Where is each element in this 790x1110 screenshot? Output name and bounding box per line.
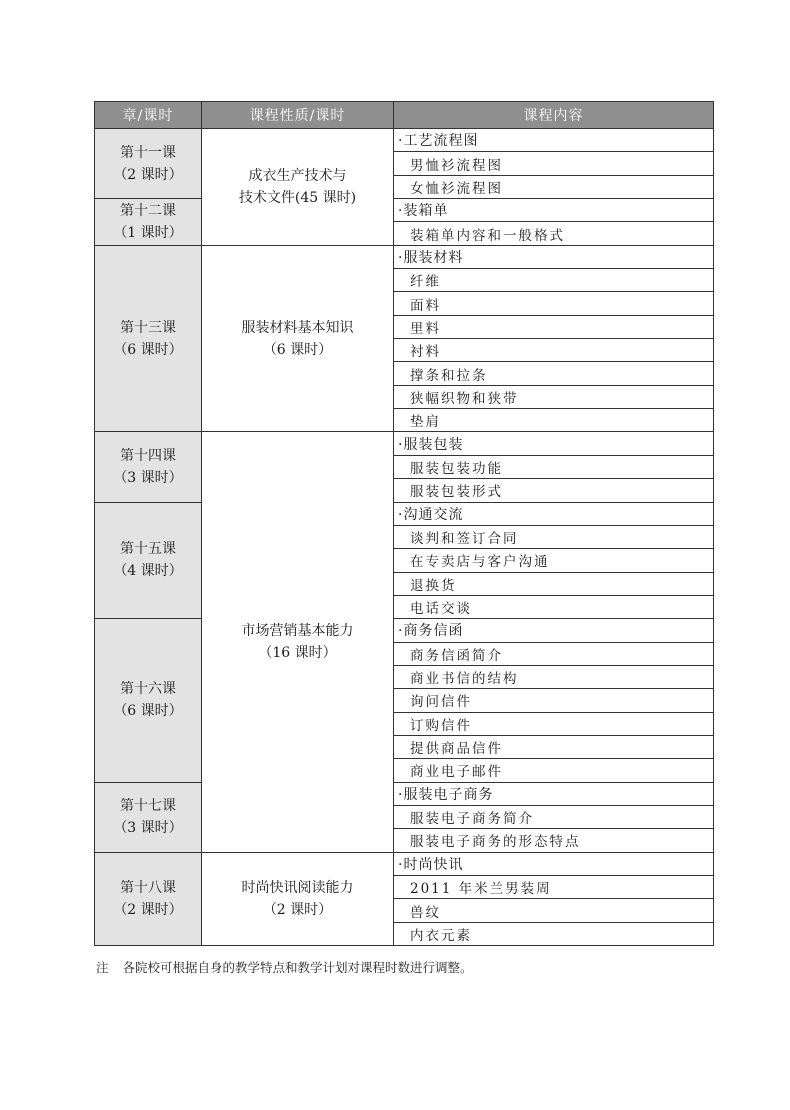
nature-hours: 技术文件(45 课时) xyxy=(238,189,357,206)
chapter-name: 第十七课 xyxy=(120,798,176,815)
content-item: 撑条和拉条 xyxy=(394,362,714,385)
content-item: 男恤衫流程图 xyxy=(394,152,714,175)
chapter-hours: （3 课时） xyxy=(113,820,183,837)
content-item: 谈判和签订合同 xyxy=(394,525,714,548)
table-row xyxy=(95,782,714,805)
content-item: 纤维 xyxy=(394,269,714,292)
table-header-row xyxy=(95,102,714,129)
content-item: 商业书信的结构 xyxy=(394,665,714,688)
content-item: 服装电子商务简介 xyxy=(394,805,714,828)
content-heading: ·商务信函 xyxy=(394,619,714,642)
content-item: 狭幅织物和狭带 xyxy=(394,385,714,408)
content-item: 询问信件 xyxy=(394,689,714,712)
chapter-cell-13 xyxy=(95,245,202,432)
content-heading: ·装箱单 xyxy=(394,199,714,222)
content-item: 内衣元素 xyxy=(394,922,714,945)
nature-title: 时尚快讯阅读能力 xyxy=(241,879,354,896)
content-heading: ·服装包装 xyxy=(394,432,714,455)
chapter-name: 第十五课 xyxy=(120,541,176,558)
chapter-name: 第十八课 xyxy=(120,879,176,896)
course-schedule-table xyxy=(94,101,714,946)
chapter-name: 第十三课 xyxy=(120,319,176,336)
content-item: 退换货 xyxy=(394,572,714,595)
table-row xyxy=(95,502,714,525)
nature-cell-materials xyxy=(202,245,394,432)
content-heading: ·沟通交流 xyxy=(394,502,714,525)
table-row xyxy=(95,199,714,222)
footnote-text: 各院校可根据自身的教学特点和教学计划对课程时数进行调整。 xyxy=(122,960,473,975)
header-content: 课程内容 xyxy=(394,102,714,129)
content-heading: ·工艺流程图 xyxy=(394,129,714,152)
chapter-cell-12 xyxy=(95,199,202,246)
nature-cell-production xyxy=(202,129,394,246)
nature-cell-marketing xyxy=(202,432,394,852)
chapter-hours: （2 课时） xyxy=(113,166,183,183)
footnote-tag: 注 xyxy=(96,960,109,975)
content-item: 商业电子邮件 xyxy=(394,759,714,782)
content-item: 提供商品信件 xyxy=(394,735,714,758)
content-item: 服装包装形式 xyxy=(394,479,714,502)
nature-hours: （2 课时） xyxy=(262,901,333,918)
table-row xyxy=(95,245,714,268)
content-item: 服装电子商务的形态特点 xyxy=(394,829,714,852)
content-item: 2011 年米兰男装周 xyxy=(394,876,714,899)
table-row xyxy=(95,619,714,642)
chapter-hours: （1 课时） xyxy=(113,224,183,241)
nature-title: 服装材料基本知识 xyxy=(241,319,354,336)
content-item: 女恤衫流程图 xyxy=(394,175,714,198)
chapter-hours: （6 课时） xyxy=(113,341,183,358)
chapter-cell-11 xyxy=(95,129,202,199)
content-item: 兽纹 xyxy=(394,899,714,922)
content-item: 面料 xyxy=(394,292,714,315)
nature-cell-fashion-news xyxy=(202,852,394,945)
content-item: 垫肩 xyxy=(394,409,714,432)
chapter-name: 第十二课 xyxy=(120,202,176,219)
chapter-cell-14 xyxy=(95,432,202,502)
content-heading: ·时尚快讯 xyxy=(394,852,714,875)
chapter-hours: （2 课时） xyxy=(113,901,183,918)
footnote xyxy=(96,958,473,976)
chapter-cell-17 xyxy=(95,782,202,852)
table-row xyxy=(95,129,714,152)
content-item: 电话交谈 xyxy=(394,595,714,618)
content-heading: ·服装材料 xyxy=(394,245,714,268)
nature-title: 成衣生产技术与 xyxy=(248,167,347,184)
content-heading: ·服装电子商务 xyxy=(394,782,714,805)
content-item: 订购信件 xyxy=(394,712,714,735)
table-row xyxy=(95,852,714,875)
nature-hours: （16 课时） xyxy=(258,645,337,662)
content-item: 服装包装功能 xyxy=(394,455,714,478)
content-item: 衬料 xyxy=(394,339,714,362)
chapter-hours: （6 课时） xyxy=(113,703,183,720)
content-item: 装箱单内容和一般格式 xyxy=(394,222,714,245)
chapter-cell-16 xyxy=(95,619,202,782)
nature-title: 市场营销基本能力 xyxy=(241,623,354,640)
chapter-name: 第十六课 xyxy=(120,681,176,698)
table-row xyxy=(95,432,714,455)
chapter-hours: （4 课时） xyxy=(113,563,183,580)
content-item: 商务信函简介 xyxy=(394,642,714,665)
chapter-name: 第十四课 xyxy=(120,447,176,464)
content-item: 里料 xyxy=(394,315,714,338)
header-chapter: 章/课时 xyxy=(95,102,202,129)
header-nature: 课程性质/课时 xyxy=(202,102,394,129)
nature-hours: （6 课时） xyxy=(262,341,333,358)
content-item: 在专卖店与客户沟通 xyxy=(394,549,714,572)
chapter-name: 第十一课 xyxy=(120,144,176,161)
chapter-cell-15 xyxy=(95,502,202,619)
chapter-hours: （3 课时） xyxy=(113,469,183,486)
chapter-cell-18 xyxy=(95,852,202,945)
